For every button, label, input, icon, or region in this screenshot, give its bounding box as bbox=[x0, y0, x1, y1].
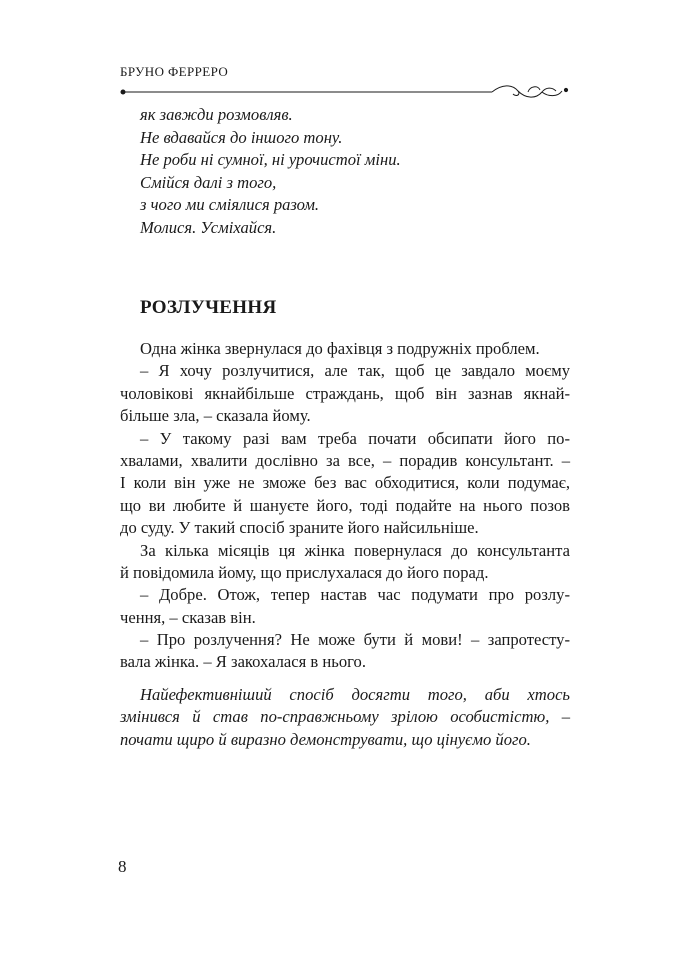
moral-text bbox=[120, 684, 570, 751]
section-title: РОЗЛУЧЕННЯ bbox=[140, 297, 277, 318]
verse-line: як завжди розмовляв. bbox=[140, 105, 293, 124]
header-ornament-rule bbox=[120, 84, 570, 100]
verse-line: Не роби ні сумної, ні урочистої міни. bbox=[140, 150, 401, 169]
paragraph-line: до суду. У такий спосіб зраните його найсильніше. bbox=[120, 518, 479, 538]
paragraph-line: – Я хочу розлучитися, але так, щоб це завдало моєму bbox=[140, 361, 570, 381]
paragraph-line: й повідомила йому, що прислухалася до його порад. bbox=[120, 562, 489, 582]
moral-line: Найефективніший спосіб досягти того, аби хтось bbox=[140, 685, 570, 704]
paragraph-line: За кілька місяців ця жінка повернулася до консультанта bbox=[140, 540, 570, 560]
paragraph-line: більше зла, – сказала йому. bbox=[120, 406, 311, 426]
paragraph-line: вала жінка. – Я закохалася в нього. bbox=[120, 652, 366, 672]
paragraph-line: чення, – сказав він. bbox=[120, 607, 256, 627]
moral-line: змінився й став по-справжньому зрілою особистістю, – bbox=[120, 707, 570, 727]
story-text bbox=[120, 338, 570, 674]
paragraph-line: чоловікові якнайбільше страждань, щоб він зазнав якнай- bbox=[120, 383, 570, 403]
paragraph-line: що ви любите й шануєте його, тоді подайте на нього позов bbox=[120, 495, 570, 515]
page-number: 8 bbox=[118, 857, 127, 876]
verse-line: Смійся далі з того, bbox=[140, 172, 277, 192]
paragraph-line: хвалами, хвалити дослівно за все, – порадив консультант. – bbox=[120, 450, 570, 470]
paragraph-line: – Добре. Отож, тепер настав час подумати про розлу- bbox=[140, 585, 570, 605]
flourish-icon bbox=[492, 86, 568, 97]
paragraph-line: – У такому разі вам треба почати обсипати його по- bbox=[140, 428, 570, 448]
running-head: БРУНО ФЕРРЕРО bbox=[120, 64, 229, 79]
paragraph-line: – Про розлучення? Не може бути й мови! – запротесту- bbox=[140, 630, 570, 650]
verse-line: Молися. Усміхайся. bbox=[140, 217, 277, 237]
paragraph-line: Одна жінка звернулася до фахівця з подружніх проблем. bbox=[140, 339, 540, 358]
moral-line: почати щиро й виразно демонструвати, що цінуємо його. bbox=[120, 729, 531, 749]
verse-line: з чого ми сміялися разом. bbox=[140, 195, 320, 214]
verse-line: Не вдавайся до іншого тону. bbox=[140, 127, 343, 147]
verse-block bbox=[140, 104, 570, 239]
paragraph-line: І коли він уже не зможе без вас обходитися, коли подумає, bbox=[120, 473, 570, 493]
